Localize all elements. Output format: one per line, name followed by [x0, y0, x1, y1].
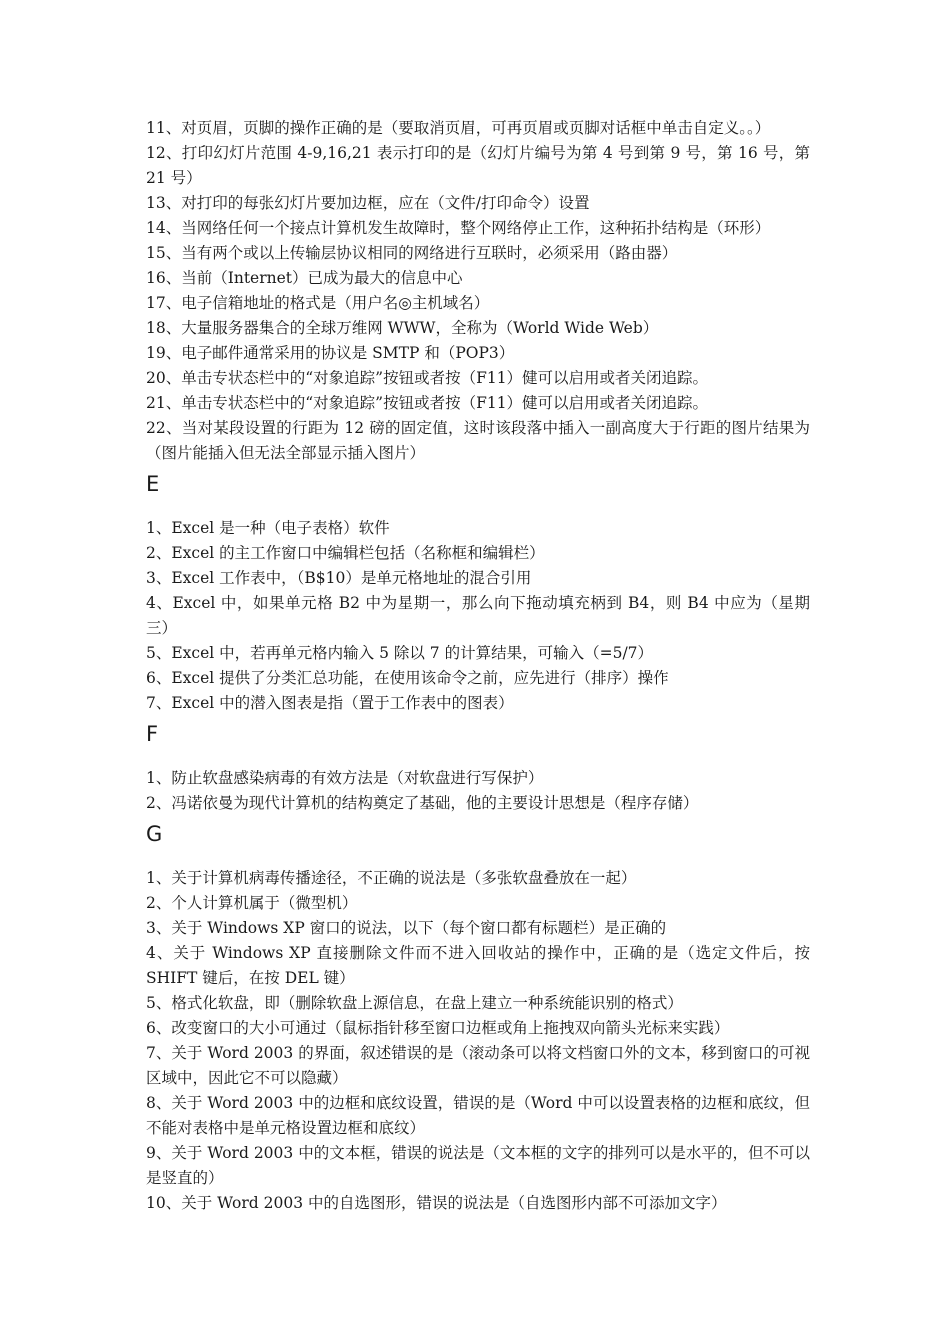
list-item: 17、电子信箱地址的格式是（用户名◎主机域名） — [146, 294, 490, 312]
list-item: 4、Excel 中，如果单元格 B2 中为星期一，那么向下拖动填充柄到 B4，则 B4 中应为（星期三） — [146, 594, 810, 637]
list-item: 10、关于 Word 2003 中的自选图形，错误的说法是（自选图形内部不可添加文字） — [146, 1194, 727, 1212]
list-item: 21、单击专状态栏中的“对象追踪”按钮或者按（F11）健可以启用或者关闭追踪。 — [146, 394, 709, 412]
list-item: 1、关于计算机病毒传播途径，不正确的说法是（多张软盘叠放在一起） — [146, 869, 637, 887]
list-item: 2、个人计算机属于（微型机） — [146, 894, 358, 912]
section-e-list — [146, 516, 810, 716]
list-item: 11、对页眉，页脚的操作正确的是（要取消页眉，可再页眉或页脚对话框中单击自定义。。） — [146, 119, 771, 137]
items-top-list — [146, 116, 810, 466]
section-g-list — [146, 866, 810, 1216]
list-item: 1、防止软盘感染病毒的有效方法是（对软盘进行写保护） — [146, 769, 544, 787]
list-item: 7、关于 Word 2003 的界面，叙述错误的是（滚动条可以将文档窗口外的文本，移到窗口的可视区域中，因此它不可以隐藏） — [146, 1044, 810, 1087]
list-item: 19、电子邮件通常采用的协议是 SMTP 和（POP3） — [146, 344, 515, 362]
list-item: 22、当对某段设置的行距为 12 磅的固定值，这时该段落中插入一副高度大于行距的图片结果为（图片能插入但无法全部显示插入图片） — [146, 419, 810, 462]
list-item: 13、对打印的每张幻灯片要加边框，应在（文件/打印命令）设置 — [146, 194, 590, 212]
list-item: 1、Excel 是一种（电子表格）软件 — [146, 519, 390, 537]
document-page — [146, 116, 810, 1216]
list-item: 16、当前（Internet）已成为最大的信息中心 — [146, 269, 463, 287]
list-item: 9、关于 Word 2003 中的文本框，错误的说法是（文本框的文字的排列可以是水平的，但不可以是竖直的） — [146, 1144, 810, 1187]
list-item: 6、Excel 提供了分类汇总功能，在使用该命令之前，应先进行（排序）操作 — [146, 669, 669, 687]
section-heading-g: G — [146, 822, 163, 846]
section-heading-f: F — [146, 722, 159, 746]
list-item: 20、单击专状态栏中的“对象追踪”按钮或者按（F11）健可以启用或者关闭追踪。 — [146, 369, 709, 387]
list-item: 12、打印幻灯片范围 4-9,16,21 表示打印的是（幻灯片编号为第 4 号到第 9 号，第 16 号，第 21 号） — [146, 144, 810, 187]
section-f-list — [146, 766, 810, 816]
list-item: 3、Excel 工作表中，（B$10）是单元格地址的混合引用 — [146, 569, 532, 587]
list-item: 3、关于 Windows XP 窗口的说法，以下（每个窗口都有标题栏）是正确的 — [146, 919, 667, 937]
list-item: 5、Excel 中，若再单元格内输入 5 除以 7 的计算结果，可输入（=5/7） — [146, 644, 654, 662]
list-item: 18、大量服务器集合的全球万维网 WWW，全称为（World Wide Web） — [146, 319, 659, 337]
list-item: 2、冯诺依曼为现代计算机的结构奠定了基础，他的主要设计思想是（程序存储） — [146, 794, 699, 812]
list-item: 8、关于 Word 2003 中的边框和底纹设置，错误的是（Word 中可以设置表格的边框和底纹，但不能对表格中是单元格设置边框和底纹） — [146, 1094, 810, 1137]
list-item: 2、Excel 的主工作窗口中编辑栏包括（名称框和编辑栏） — [146, 544, 545, 562]
list-item: 5、格式化软盘，即（删除软盘上源信息，在盘上建立一种系统能识别的格式） — [146, 994, 683, 1012]
section-heading-e: E — [146, 472, 160, 496]
list-item: 14、当网络任何一个接点计算机发生故障时，整个网络停止工作，这种拓扑结构是（环形） — [146, 219, 771, 237]
list-item: 7、Excel 中的潜入图表是指（置于工作表中的图表） — [146, 694, 514, 712]
list-item: 4、关于 Windows XP 直接删除文件而不进入回收站的操作中，正确的是（选定文件后，按 SHIFT 键后，在按 DEL 键） — [146, 944, 810, 987]
list-item: 15、当有两个或以上传输层协议相同的网络进行互联时，必须采用（路由器） — [146, 244, 678, 262]
list-item: 6、改变窗口的大小可通过（鼠标指针移至窗口边框或角上拖拽双向箭头光标来实践） — [146, 1019, 730, 1037]
